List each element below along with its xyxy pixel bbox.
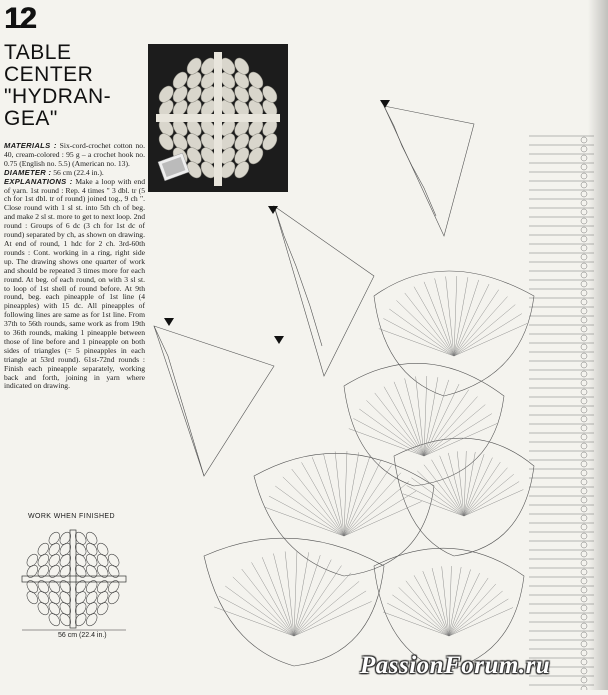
finished-work-schematic <box>18 526 130 632</box>
explanations-label: EXPLANATIONS : <box>4 176 73 186</box>
diameter-label: DIAMETER : <box>4 167 52 177</box>
dimension-label: 56 cm (22.4 in.) <box>58 632 107 639</box>
work-when-finished-label: WORK WHEN FINISHED <box>28 513 115 520</box>
instructions-text <box>4 142 145 391</box>
chart-triangle-2 <box>274 206 374 376</box>
chart-triangle-1 <box>384 106 474 236</box>
title-line-1: TABLE <box>4 41 72 64</box>
pineapple-crochet-diagram-icon <box>144 96 608 690</box>
chart-triangle-3 <box>154 326 274 476</box>
explanations-text: Make a loop with end of yarn. 1st round : Rep. 4 times " 3 dbl. tr (5 ch for 1st dbl. tr of round) joined tog., 9 ch ". Close round with 1 sl st. into 5th ch of beg. and make 2 sl st. more to get to next loop. 2nd round : Groups of 6 dc (3 ch for 1st dc of round) separated by ch, as shown on drawing. At end of round, 1 hdc for 2 ch. 3rd-60th rounds : Cont. working in a ring, right side up. The drawing shows one quarter of work and should be repeated 3 times more for each round. At beg. of each round, on with 3 sl st. to loop of 1st shell of round before. At 9th round, beg. each pineapple of 1st line (4 pineapples) with 15 dc. All pineapples of following lines are same as for 1st line. From 37th to 56th rounds, same work as from 19th to 36th rounds, making 1 pineapple between those of line before and 1 pineapple on both sides of triangles (= 5 pineapples in each triangle at 53rd round). 61st-72nd rounds : Finish each pineapple separately, working back and forth, joining in yarn where indicated on drawing. <box>4 176 145 391</box>
page-number: 12 <box>4 2 36 35</box>
title-line-3: "HYDRAN- <box>4 85 112 108</box>
page-title <box>4 42 154 130</box>
materials-label: MATERIALS : <box>4 141 57 150</box>
diameter-text: 56 cm (22.4 in.). <box>53 167 104 177</box>
page-edge-shadow <box>588 0 608 690</box>
crochet-chart <box>144 96 608 690</box>
finished-work-schematic-icon <box>18 526 130 632</box>
title-line-2: CENTER <box>4 63 94 86</box>
title-line-4: GEA" <box>4 107 58 130</box>
watermark-text: PassionForum.ru <box>360 652 551 679</box>
materials-text: Six-cord-crochet cotton no. 40, cream-colored : 95 g – a crochet hook no. 0.75 (English no. 5.5) (American no. 13). <box>4 141 145 168</box>
